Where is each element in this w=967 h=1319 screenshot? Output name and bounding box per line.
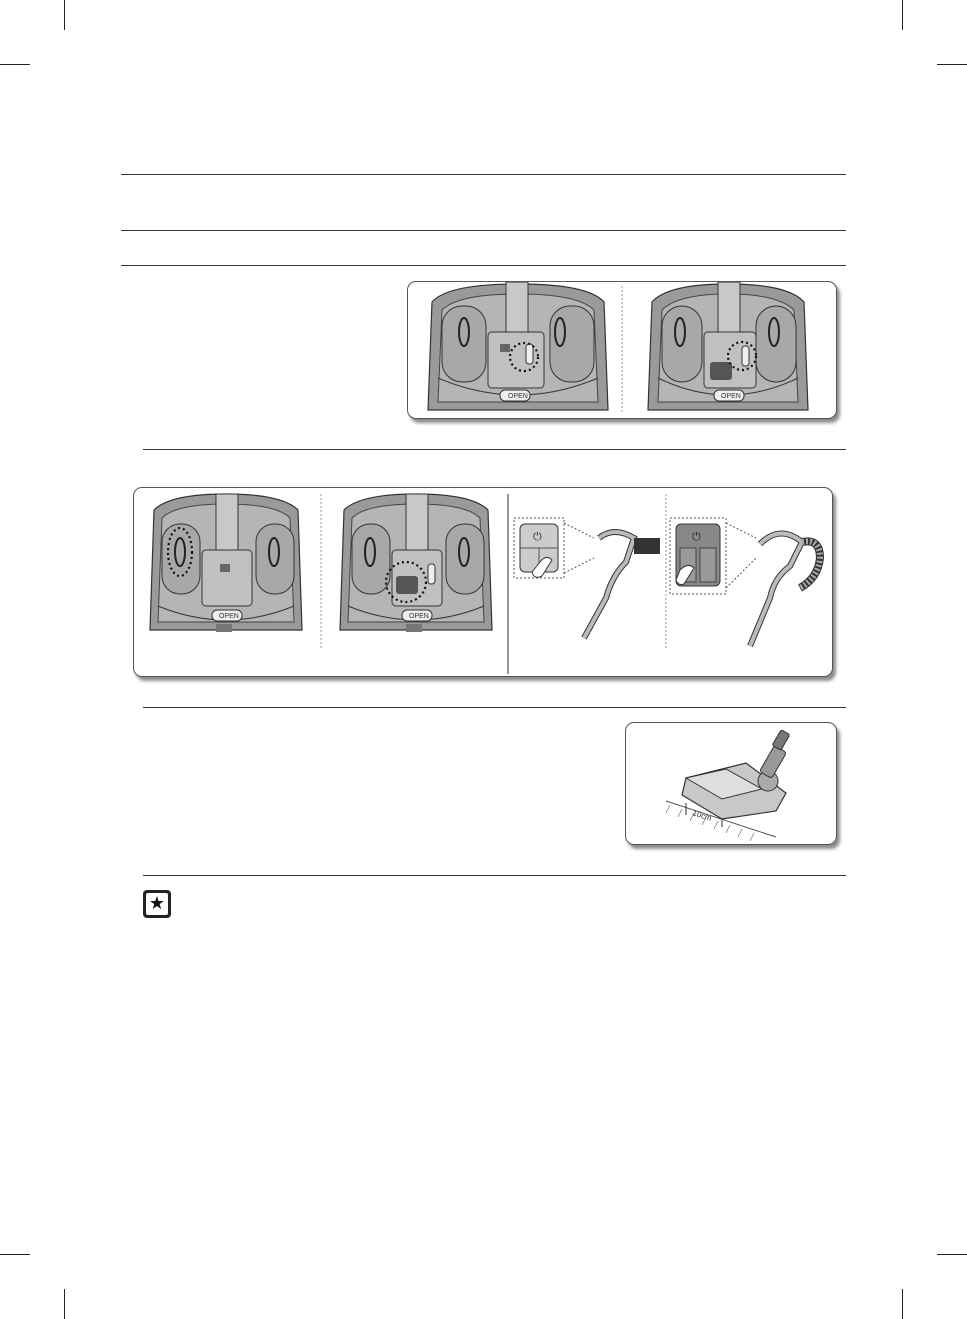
power-control-illustrations	[134, 488, 832, 676]
crop-mark-bottom-left-v	[64, 1289, 65, 1319]
rule-3	[121, 265, 846, 266]
rule-4	[143, 449, 846, 450]
rule-1	[121, 174, 846, 175]
handle-control-dark	[670, 518, 820, 646]
open-label-right: OPEN	[721, 393, 741, 400]
figure-panel-body-controls	[407, 281, 837, 419]
floor-brush-illustration	[626, 723, 836, 844]
vacuum-top-view-pair	[408, 282, 836, 418]
crop-mark-top-right-v	[902, 0, 903, 30]
crop-mark-top-left-v	[64, 0, 65, 30]
vacuum-illustration-right	[648, 282, 808, 410]
vacuum-illustration-a	[150, 494, 302, 632]
rule-5	[143, 707, 846, 708]
open-label-b: OPEN	[409, 613, 429, 620]
vacuum-illustration-left	[428, 282, 608, 410]
crop-mark-bottom-right-v	[902, 1289, 903, 1319]
crop-mark-top-right-h	[937, 64, 967, 65]
crop-mark-bottom-left-h	[0, 1254, 30, 1255]
crop-mark-top-left-h	[0, 64, 30, 65]
star-note-icon: ★	[143, 890, 171, 918]
figure-panel-floor-brush	[625, 722, 837, 845]
power-symbol-icon-2: ⏻	[692, 530, 701, 543]
handle-control-light	[514, 518, 660, 638]
crop-mark-bottom-right-h	[937, 1254, 967, 1255]
rule-6	[143, 875, 846, 876]
open-label-left: OPEN	[508, 393, 528, 400]
figure-panel-power-controls	[133, 487, 833, 677]
open-label-a: OPEN	[219, 613, 239, 620]
vacuum-illustration-b	[340, 494, 492, 632]
rule-2	[121, 230, 846, 231]
power-symbol-icon: ⏻	[533, 530, 542, 543]
measure-label: 10cm	[691, 808, 713, 823]
